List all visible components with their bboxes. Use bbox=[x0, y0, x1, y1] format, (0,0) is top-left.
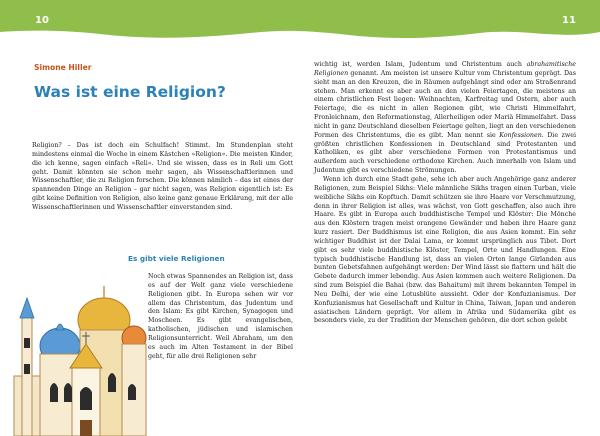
right-paragraph-2: Wenn ich durch eine Stadt gehe, sehe ich aber auch Angehörige ganz anderer Religionen, zum Beispiel Sikhs: Viele männliche Sikhs tragen einen Turban, viele weibliche Sikhs ein Kopftuch. Damit schützen sie ihre Haare vor Verschmutzung, denn in ihrer Religion ist alles, was wächst, von Gott geschaffen, also auch ihre Haare. Es gibt in Europa auch buddhistische Tempel und Klöster: Die Mönche aus den Klöstern tragen meist orangene Gewänder und haben ihre Haare ganz kurz rasiert. Der Buddhismus ist eine Religion, die aus Asien kommt. Ein sehr wichtiger Buddhist ist der Dalai Lama, er kommt ursprünglich aus Tibet. Dort gibt es sehr viele buddhistische Klöster, Tempel, Orte und Handlungen. Eine typisch buddhistische Handlung ist, dass an vielen Orten lange Girlanden aus bunten Gebetsfahnen aufgehängt werden: Der Wind lässt sie flattern und hält die Gebete dadurch immer lebendig. Aus Asien kommen auch weitere Religionen. Da sind zum Beispiel die Bahai (bzw. das Bahaitum) mit ihrem bekannten Tempel in Neu Delhi, der wie eine Lotusblüte aussieht. Oder der Konfuzianismus. Der Konfuzianismus hat Gesellschaft und Kultur in China, Taiwan, Japan und anderen asiatischen Ländern geprägt. Vor allem in Afrika und Südamerika gibt es besonders viele, zu der Tradition der Menschen gehören, die dort schon gelebt bbox=[314, 175, 576, 325]
text-run: . Die zwei größten christlichen Konfessionen in Deutschland sind Protestanten und Katholiken, es gibt aber verschiedene Formen von Protestantismus und außerdem auch verschiedene orthodoxe Kirchen. Auch innerhalb von Islam und Judentum gibt es verschiedene Strömungen. bbox=[314, 131, 576, 175]
intro-text: Religion? – Das ist doch ein Schulfach! Stimmt. Im Stundenplan steht mindestens einmal die Woche in einem Kästchen »Religion«. Die meisten Kinder, die ich kenne, sagen einfach »Reli«. Und sie wissen, dass es in Reli um Gott geht. Damit könnten sie schon mehr sagen, als Wissenschaftlerinnen und Wissenschaftler, die zu Religion forschen. Die können nämlich – das ist eines der spannenden Dinge an Religion – gar nicht sagen, was Religion eigentlich ist: Es gibt keine Definition von Religion, also keine ganz genaue Erklärung, mit der alle Wissenschaftlerinnen und Wissenschaftler einverstanden sind. bbox=[32, 142, 293, 211]
term-konfessionen: Konfessionen bbox=[499, 131, 542, 139]
right-column bbox=[314, 61, 576, 326]
text-run: genannt. Am meisten ist unsere Kultur vom Christentum geprägt. Das sieht man an den Kreuzen, die in Räumen aufgehängt sind oder am Straßenrand stehen. Man erkennt es aber auch an den vielen Feiertagen, die meistens an einem christlichen Fest liegen: Weihnachten, Karfreitag und Ostern, aber auch Feiertage, die es nicht in allen Regionen gibt, wie Christi Himmelfahrt, Fronleichnam, den Reformationstag, Allerheiligen oder Mariä Himmelfahrt. Dass nicht in ganz Deutschland dieselben Feiertage gelten, liegt an den verschiedenen Formen des Christentums, die es gibt. Man nennt sie bbox=[314, 69, 576, 139]
term-abrahamitisch: abrahamitische Religionen bbox=[314, 61, 576, 77]
wrap-text: Noch etwas Spannendes an Religion ist, dass es auf der Welt ganz viele verschiedene Religionen gibt. In Europa sehen wir vor allem das Christentum, das Judentum und den Islam: Es gibt Kirchen, Synagogen und Moscheen. Es gibt evangelischen, katholischen, jüdischen und islamischen Religionsunterricht. Weil Abraham, um den es auch im Alten Testament in der Bibel geht, für alle drei Religionen sehr bbox=[148, 273, 293, 360]
section-heading: Es gibt viele Religionen bbox=[128, 254, 225, 263]
page-title: Was ist eine Religion? bbox=[34, 83, 226, 101]
page-number-left: 10 bbox=[35, 15, 49, 26]
header-band bbox=[0, 0, 600, 50]
intro-paragraph bbox=[32, 142, 293, 213]
text-run: wichtig ist, werden Islam, Judentum und Christentum auch bbox=[314, 61, 527, 68]
page-number-right: 11 bbox=[562, 15, 576, 26]
wrap-paragraph bbox=[148, 273, 293, 361]
religious-buildings-illustration bbox=[12, 268, 148, 436]
right-paragraph-1 bbox=[314, 61, 576, 176]
author-name: Simone Hiller bbox=[34, 63, 92, 72]
